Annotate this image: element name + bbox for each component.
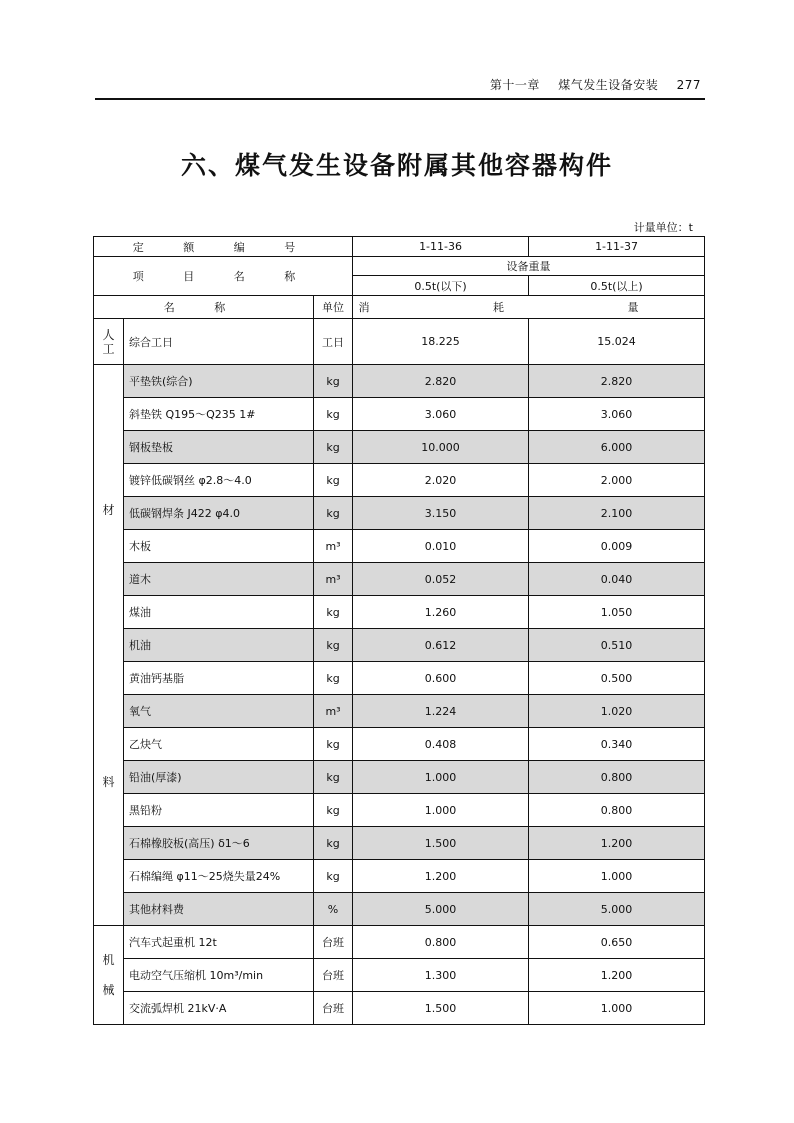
materials-value-2: 0.800 — [529, 761, 705, 794]
materials-name: 煤油 — [124, 596, 314, 629]
materials-value-2: 1.200 — [529, 827, 705, 860]
materials-value-1: 0.052 — [353, 563, 529, 596]
materials-name: 平垫铁(综合) — [124, 365, 314, 398]
materials-unit: kg — [314, 431, 353, 464]
materials-name: 氧气 — [124, 695, 314, 728]
materials-value-2: 0.510 — [529, 629, 705, 662]
materials-value-1: 1.260 — [353, 596, 529, 629]
materials-row — [94, 398, 705, 431]
materials-unit: kg — [314, 398, 353, 431]
header-rule — [95, 98, 705, 100]
materials-row — [94, 464, 705, 497]
materials-row — [94, 497, 705, 530]
page-title: 六、煤气发生设备附属其他容器构件 — [180, 151, 613, 180]
machinery-row — [94, 959, 705, 992]
materials-value-2: 1.020 — [529, 695, 705, 728]
materials-value-2: 1.000 — [529, 860, 705, 893]
machinery-category-char-2: 械 — [102, 983, 115, 997]
materials-value-1: 0.010 — [353, 530, 529, 563]
materials-name: 石棉编绳 φ11～25烧失量24% — [124, 860, 314, 893]
materials-value-2: 0.500 — [529, 662, 705, 695]
weight-range-1: 0.5t(以下) — [353, 276, 529, 296]
materials-value-1: 2.020 — [353, 464, 529, 497]
materials-name: 其他材料费 — [124, 893, 314, 926]
materials-row — [94, 827, 705, 860]
materials-category — [94, 365, 124, 926]
running-head — [476, 76, 701, 93]
machinery-category-char-1: 机 — [102, 953, 115, 967]
materials-value-2: 3.060 — [529, 398, 705, 431]
materials-value-2: 0.009 — [529, 530, 705, 563]
machinery-name: 交流弧焊机 21kV·A — [124, 992, 314, 1025]
machinery-row — [94, 926, 705, 959]
unit-note: 计量单位：t — [633, 221, 693, 234]
page-header — [95, 72, 705, 100]
quota-code-1: 1-11-36 — [353, 237, 529, 257]
machinery-value-1: 1.300 — [353, 959, 529, 992]
materials-value-2: 2.820 — [529, 365, 705, 398]
materials-name: 机油 — [124, 629, 314, 662]
quota-code-row — [94, 237, 705, 257]
machinery-value-2: 0.650 — [529, 926, 705, 959]
machinery-row — [94, 992, 705, 1025]
materials-name: 斜垫铁 Q195～Q235 1# — [124, 398, 314, 431]
materials-row — [94, 629, 705, 662]
materials-value-1: 3.060 — [353, 398, 529, 431]
materials-name: 低碳钢焊条 J422 φ4.0 — [124, 497, 314, 530]
materials-value-1: 0.612 — [353, 629, 529, 662]
materials-unit: kg — [314, 860, 353, 893]
materials-value-1: 0.408 — [353, 728, 529, 761]
materials-value-1: 5.000 — [353, 893, 529, 926]
materials-row — [94, 662, 705, 695]
labor-name: 综合工日 — [124, 319, 314, 365]
section-label: 煤气发生设备安装 — [558, 78, 659, 92]
labor-unit: 工日 — [314, 319, 353, 365]
materials-unit: m³ — [314, 695, 353, 728]
materials-name: 乙炔气 — [124, 728, 314, 761]
column-header-row — [94, 296, 705, 319]
machinery-category — [94, 926, 124, 1025]
materials-unit: kg — [314, 464, 353, 497]
materials-value-2: 6.000 — [529, 431, 705, 464]
consumption-header: 消 耗 量 — [353, 296, 705, 319]
labor-value-2: 15.024 — [529, 319, 705, 365]
name-header: 名 称 — [94, 296, 314, 319]
labor-char-2: 工 — [102, 341, 115, 356]
materials-value-1: 1.500 — [353, 827, 529, 860]
materials-name: 镀锌低碳钢丝 φ2.8～4.0 — [124, 464, 314, 497]
materials-row — [94, 893, 705, 926]
materials-unit: kg — [314, 827, 353, 860]
materials-name: 道木 — [124, 563, 314, 596]
item-label: 项 目 名 称 — [94, 257, 353, 296]
materials-unit: kg — [314, 596, 353, 629]
materials-row — [94, 596, 705, 629]
materials-row — [94, 728, 705, 761]
materials-name: 黄油钙基脂 — [124, 662, 314, 695]
materials-unit: m³ — [314, 530, 353, 563]
materials-value-1: 1.224 — [353, 695, 529, 728]
labor-category — [94, 319, 124, 365]
machinery-name: 电动空气压缩机 10m³/min — [124, 959, 314, 992]
unit-header: 单位 — [314, 296, 353, 319]
materials-value-1: 10.000 — [353, 431, 529, 464]
materials-name: 钢板垫板 — [124, 431, 314, 464]
materials-value-1: 1.000 — [353, 794, 529, 827]
machinery-unit: 台班 — [314, 959, 353, 992]
materials-row — [94, 530, 705, 563]
materials-unit: kg — [314, 629, 353, 662]
materials-row — [94, 761, 705, 794]
quota-table — [93, 236, 705, 1025]
materials-unit: kg — [314, 365, 353, 398]
materials-value-2: 0.040 — [529, 563, 705, 596]
materials-row — [94, 794, 705, 827]
materials-name: 木板 — [124, 530, 314, 563]
materials-row — [94, 695, 705, 728]
materials-unit: kg — [314, 728, 353, 761]
machinery-value-2: 1.000 — [529, 992, 705, 1025]
materials-value-2: 0.800 — [529, 794, 705, 827]
materials-row — [94, 563, 705, 596]
weight-header-row — [94, 257, 705, 276]
materials-category-char-1: 材 — [102, 502, 115, 517]
materials-value-1: 1.200 — [353, 860, 529, 893]
materials-name: 铅油(厚漆) — [124, 761, 314, 794]
machinery-name: 汽车式起重机 12t — [124, 926, 314, 959]
labor-row — [94, 319, 705, 365]
chapter-label: 第十一章 — [489, 78, 540, 92]
materials-value-2: 1.050 — [529, 596, 705, 629]
page-number: 277 — [676, 78, 701, 92]
materials-value-2: 5.000 — [529, 893, 705, 926]
materials-unit: kg — [314, 662, 353, 695]
materials-value-1: 3.150 — [353, 497, 529, 530]
labor-char-1: 人 — [102, 327, 115, 342]
materials-unit: kg — [314, 761, 353, 794]
materials-value-2: 0.340 — [529, 728, 705, 761]
quota-label: 定 额 编 号 — [94, 237, 353, 257]
materials-name: 石棉橡胶板(高压) δ1～6 — [124, 827, 314, 860]
materials-row — [94, 431, 705, 464]
quota-code-2: 1-11-37 — [529, 237, 705, 257]
weight-range-2: 0.5t(以上) — [529, 276, 705, 296]
materials-value-1: 1.000 — [353, 761, 529, 794]
materials-category-char-2: 料 — [102, 774, 115, 789]
materials-row — [94, 365, 705, 398]
machinery-value-1: 1.500 — [353, 992, 529, 1025]
materials-unit: % — [314, 893, 353, 926]
materials-value-1: 0.600 — [353, 662, 529, 695]
materials-value-1: 2.820 — [353, 365, 529, 398]
labor-value-1: 18.225 — [353, 319, 529, 365]
materials-name: 黑铅粉 — [124, 794, 314, 827]
materials-value-2: 2.000 — [529, 464, 705, 497]
machinery-value-2: 1.200 — [529, 959, 705, 992]
materials-unit: m³ — [314, 563, 353, 596]
machinery-unit: 台班 — [314, 926, 353, 959]
materials-row — [94, 860, 705, 893]
weight-label: 设备重量 — [353, 257, 705, 276]
materials-unit: kg — [314, 794, 353, 827]
materials-value-2: 2.100 — [529, 497, 705, 530]
machinery-value-1: 0.800 — [353, 926, 529, 959]
materials-unit: kg — [314, 497, 353, 530]
machinery-unit: 台班 — [314, 992, 353, 1025]
